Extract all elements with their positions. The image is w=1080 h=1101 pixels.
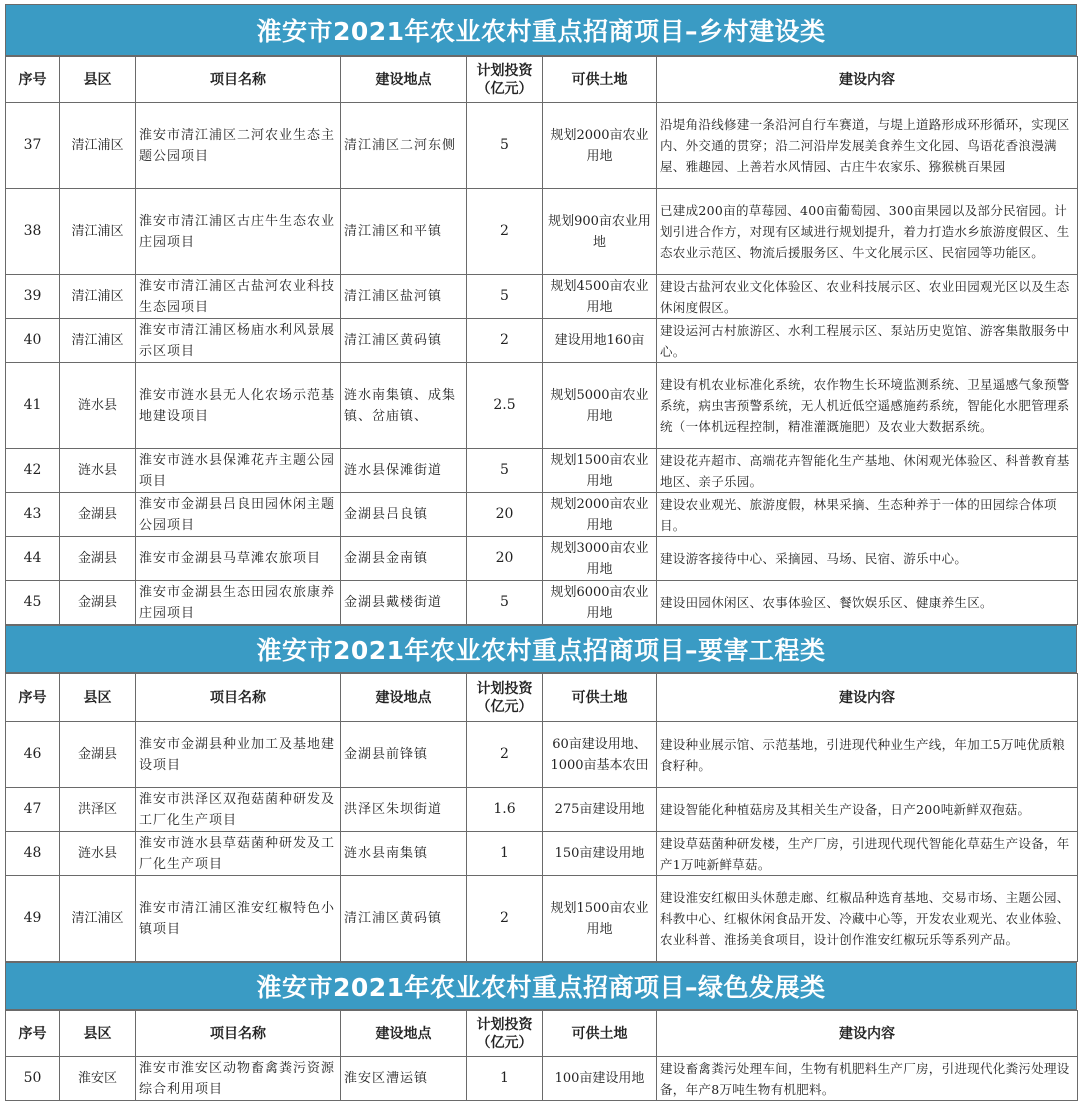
table-row: [6, 275, 1078, 319]
section-title: 淮安市2021年农业农村重点招商项目–绿色发展类: [5, 962, 1077, 1010]
row-land: 规划2000亩农业用地: [543, 103, 657, 189]
header-no: 序号: [6, 674, 60, 722]
row-project-name: 淮安市涟水县草菇菌种研发及工厂化生产项目: [136, 832, 341, 876]
row-county: 金湖县: [60, 537, 136, 581]
table-row: [6, 189, 1078, 275]
row-investment: 1: [467, 832, 543, 876]
row-investment: 2: [467, 876, 543, 962]
table-row: [6, 363, 1078, 449]
row-land: 规划5000亩农业用地: [543, 363, 657, 449]
row-no: 40: [6, 319, 60, 363]
table-header-row: [6, 57, 1078, 103]
row-site: 清江浦区和平镇: [341, 189, 467, 275]
row-content: 建设草菇菌种研发楼，生产厂房，引进现代现代智能化草菇生产设备，年产1万吨新鲜草菇。: [657, 832, 1078, 876]
row-no: 47: [6, 788, 60, 832]
row-no: 37: [6, 103, 60, 189]
project-table: [5, 1010, 1078, 1101]
row-investment: 2: [467, 319, 543, 363]
row-land: 规划2000亩农业用地: [543, 493, 657, 537]
header-county: 县区: [60, 674, 136, 722]
header-investment: 计划投资（亿元）: [467, 1011, 543, 1057]
table-row: [6, 788, 1078, 832]
row-site: 清江浦区黄码镇: [341, 876, 467, 962]
row-county: 涟水县: [60, 363, 136, 449]
row-land: 150亩建设用地: [543, 832, 657, 876]
header-investment: 计划投资（亿元）: [467, 57, 543, 103]
row-investment: 5: [467, 275, 543, 319]
row-land: 275亩建设用地: [543, 788, 657, 832]
row-no: 38: [6, 189, 60, 275]
table-row: [6, 449, 1078, 493]
table-row: [6, 103, 1078, 189]
header-project-name: 项目名称: [136, 674, 341, 722]
row-land: 规划4500亩农业用地: [543, 275, 657, 319]
header-content: 建设内容: [657, 674, 1078, 722]
table-row: [6, 581, 1078, 625]
row-investment: 1.6: [467, 788, 543, 832]
row-project-name: 淮安市清江浦区古庄牛生态农业庄园项目: [136, 189, 341, 275]
row-project-name: 淮安市涟水县无人化农场示范基地建设项目: [136, 363, 341, 449]
row-content: 建设畜禽粪污处理车间，生物有机肥料生产厂房，引进现代化粪污处理设备，年产8万吨生物有机肥料。: [657, 1057, 1078, 1101]
row-land: 建设用地160亩: [543, 319, 657, 363]
header-land: 可供土地: [543, 674, 657, 722]
row-site: 涟水县南集镇: [341, 832, 467, 876]
row-project-name: 淮安市清江浦区古盐河农业科技生态园项目: [136, 275, 341, 319]
row-no: 46: [6, 722, 60, 788]
row-no: 43: [6, 493, 60, 537]
row-no: 45: [6, 581, 60, 625]
row-land: 100亩建设用地: [543, 1057, 657, 1101]
row-project-name: 淮安市金湖县生态田园农旅康养庄园项目: [136, 581, 341, 625]
row-land: 规划6000亩农业用地: [543, 581, 657, 625]
row-county: 涟水县: [60, 832, 136, 876]
row-investment: 2: [467, 722, 543, 788]
row-county: 清江浦区: [60, 876, 136, 962]
row-county: 清江浦区: [60, 103, 136, 189]
table-row: [6, 319, 1078, 363]
row-content: 建设游客接待中心、采摘园、马场、民宿、游乐中心。: [657, 537, 1078, 581]
section-title: 淮安市2021年农业农村重点招商项目–乡村建设类: [5, 4, 1077, 56]
row-no: 49: [6, 876, 60, 962]
table-row: [6, 1057, 1078, 1101]
row-project-name: 淮安市金湖县吕良田园休闲主题公园项目: [136, 493, 341, 537]
header-content: 建设内容: [657, 1011, 1078, 1057]
header-land: 可供土地: [543, 57, 657, 103]
table-header-row: [6, 1011, 1078, 1057]
header-site: 建设地点: [341, 57, 467, 103]
row-county: 涟水县: [60, 449, 136, 493]
row-site: 金湖县金南镇: [341, 537, 467, 581]
header-investment: 计划投资（亿元）: [467, 674, 543, 722]
row-no: 44: [6, 537, 60, 581]
section-title: 淮安市2021年农业农村重点招商项目–要害工程类: [5, 625, 1077, 673]
row-content: 建设淮安红椒田头休憩走廊、红椒品种选育基地、交易市场、主题公园、科教中心、红椒休闲食品开发、冷藏中心等，开发农业观光、农业体验、农业科普、淮扬美食项目，设计创作淮安红椒玩乐等系列产品。: [657, 876, 1078, 962]
row-investment: 2: [467, 189, 543, 275]
row-county: 清江浦区: [60, 275, 136, 319]
row-content: 建设运河古村旅游区、水利工程展示区、泵站历史览馆、游客集散服务中心。: [657, 319, 1078, 363]
row-content: 建设智能化种植菇房及其相关生产设备，日产200吨新鲜双孢菇。: [657, 788, 1078, 832]
row-county: 金湖县: [60, 581, 136, 625]
row-no: 41: [6, 363, 60, 449]
row-investment: 20: [467, 493, 543, 537]
header-no: 序号: [6, 57, 60, 103]
header-content: 建设内容: [657, 57, 1078, 103]
row-investment: 1: [467, 1057, 543, 1101]
row-county: 金湖县: [60, 493, 136, 537]
row-project-name: 淮安市清江浦区二河农业生态主题公园项目: [136, 103, 341, 189]
header-county: 县区: [60, 1011, 136, 1057]
row-project-name: 淮安市清江浦区淮安红椒特色小镇项目: [136, 876, 341, 962]
row-no: 39: [6, 275, 60, 319]
row-site: 清江浦区二河东侧: [341, 103, 467, 189]
row-content: 已建成200亩的草莓园、400亩葡萄园、300亩果园以及部分民宿园。计划引进合作方，对现有区域进行规划提升，着力打造水乡旅游度假区、生态农业示范区、物流后援服务区、牛文化展示区、民宿园等功能区。: [657, 189, 1078, 275]
row-investment: 5: [467, 449, 543, 493]
row-content: 建设有机农业标准化系统，农作物生长环境监测系统、卫星遥感气象预警系统，病虫害预警系统，无人机近低空遥感施药系统，智能化水肥管理系统（一体机远程控制，精准灌溉施肥）及农业大数据系统。: [657, 363, 1078, 449]
table-row: [6, 537, 1078, 581]
table-row: [6, 832, 1078, 876]
row-site: 洪泽区朱坝街道: [341, 788, 467, 832]
project-table: [5, 56, 1078, 625]
row-project-name: 淮安市金湖县种业加工及基地建设项目: [136, 722, 341, 788]
document: [5, 4, 1077, 1101]
row-site: 清江浦区黄码镇: [341, 319, 467, 363]
row-site: 涟水县保滩街道: [341, 449, 467, 493]
row-county: 清江浦区: [60, 189, 136, 275]
header-project-name: 项目名称: [136, 57, 341, 103]
header-site: 建设地点: [341, 674, 467, 722]
row-no: 48: [6, 832, 60, 876]
table-row: [6, 722, 1078, 788]
row-land: 规划3000亩农业用地: [543, 537, 657, 581]
header-no: 序号: [6, 1011, 60, 1057]
row-investment: 2.5: [467, 363, 543, 449]
row-content: 建设种业展示馆、示范基地，引进现代种业生产线，年加工5万吨优质粮食籽种。: [657, 722, 1078, 788]
row-content: 建设花卉超市、高端花卉智能化生产基地、休闲观光体验区、科普教育基地区、亲子乐园。: [657, 449, 1078, 493]
table-row: [6, 876, 1078, 962]
header-project-name: 项目名称: [136, 1011, 341, 1057]
header-site: 建设地点: [341, 1011, 467, 1057]
table-header-row: [6, 674, 1078, 722]
project-table: [5, 673, 1078, 962]
row-land: 规划1500亩农业用地: [543, 449, 657, 493]
row-county: 洪泽区: [60, 788, 136, 832]
row-county: 淮安区: [60, 1057, 136, 1101]
row-project-name: 淮安市涟水县保滩花卉主题公园项目: [136, 449, 341, 493]
row-project-name: 淮安市洪泽区双孢菇菌种研发及工厂化生产项目: [136, 788, 341, 832]
row-site: 淮安区漕运镇: [341, 1057, 467, 1101]
row-county: 清江浦区: [60, 319, 136, 363]
row-site: 清江浦区盐河镇: [341, 275, 467, 319]
row-no: 50: [6, 1057, 60, 1101]
row-site: 金湖县前锋镇: [341, 722, 467, 788]
header-land: 可供土地: [543, 1011, 657, 1057]
row-investment: 5: [467, 581, 543, 625]
row-project-name: 淮安市清江浦区杨庙水利风景展示区项目: [136, 319, 341, 363]
row-county: 金湖县: [60, 722, 136, 788]
row-land: 规划1500亩农业用地: [543, 876, 657, 962]
table-row: [6, 493, 1078, 537]
row-no: 42: [6, 449, 60, 493]
row-site: 涟水南集镇、成集镇、岔庙镇、: [341, 363, 467, 449]
row-content: 沿堤角沿线修建一条沿河自行车赛道，与堤上道路形成环形循环，实现区内、外交通的贯穿；沿二河沿岸发展美食养生文化园、鸟语花香浪漫满屋、雅趣园、上善若水风情园、古庄牛农家乐、猕猴桃百果园: [657, 103, 1078, 189]
row-land: 规划900亩农业用地: [543, 189, 657, 275]
row-content: 建设田园休闲区、农事体验区、餐饮娱乐区、健康养生区。: [657, 581, 1078, 625]
row-site: 金湖县吕良镇: [341, 493, 467, 537]
row-content: 建设古盐河农业文化体验区、农业科技展示区、农业田园观光区以及生态休闲度假区。: [657, 275, 1078, 319]
row-investment: 20: [467, 537, 543, 581]
header-county: 县区: [60, 57, 136, 103]
row-project-name: 淮安市淮安区动物畜禽粪污资源综合利用项目: [136, 1057, 341, 1101]
row-investment: 5: [467, 103, 543, 189]
row-project-name: 淮安市金湖县马草滩农旅项目: [136, 537, 341, 581]
row-site: 金湖县戴楼街道: [341, 581, 467, 625]
row-land: 60亩建设用地、1000亩基本农田: [543, 722, 657, 788]
row-content: 建设农业观光、旅游度假，林果采摘、生态种养于一体的田园综合体项目。: [657, 493, 1078, 537]
